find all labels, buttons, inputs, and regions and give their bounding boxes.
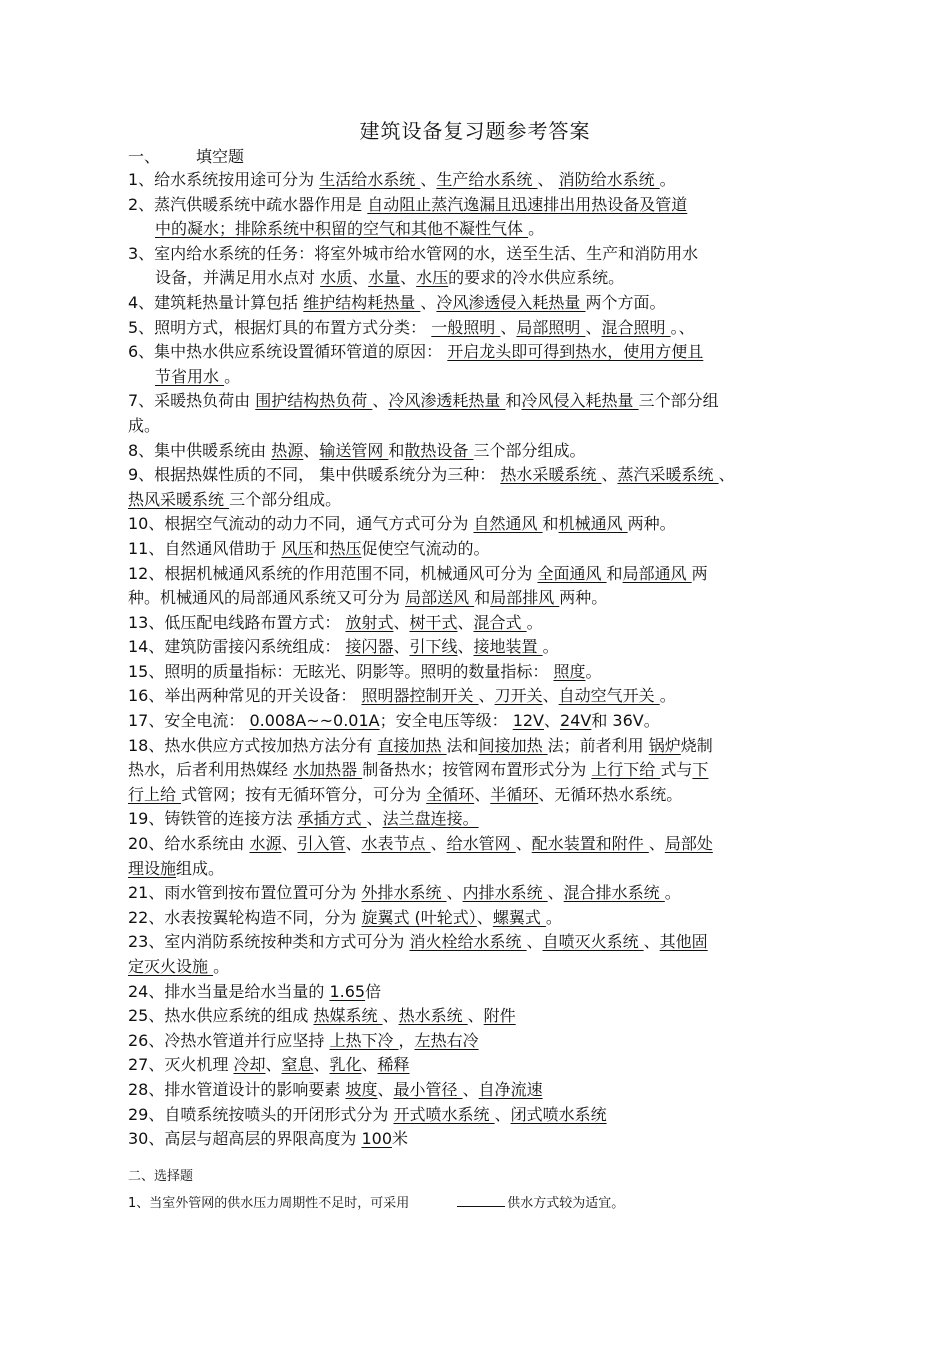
question-text: 、 [648, 834, 665, 854]
question-line [128, 365, 808, 390]
question-text: 式与 [660, 760, 693, 780]
question-text: 17、安全电流： [128, 711, 250, 731]
question-text: 、 [544, 711, 561, 731]
question-line [128, 168, 808, 193]
question-text: 和 [606, 563, 623, 583]
answer-text: 全循环 [426, 784, 475, 804]
question-line [128, 1078, 808, 1103]
answer-text: 冷风渗透耗热量 [388, 391, 506, 411]
question-line [128, 709, 808, 734]
question-text: 7、采暖热负荷由 [128, 391, 256, 411]
answer-text: 水质 [320, 268, 353, 288]
answer-text: 窒息 [281, 1055, 314, 1075]
answer-text: 热压 [329, 538, 362, 558]
answer-blank [457, 1206, 505, 1207]
answer-text: 最小管径 [393, 1079, 463, 1099]
answer-text: 冷风侵入耗热量 [521, 391, 639, 411]
question-text: 20、给水系统由 [128, 834, 250, 854]
question-text: 24、排水当量是给水当量的 [128, 981, 330, 1001]
answer-text: 旋翼式 (叶轮式） [361, 907, 477, 927]
answer-text: 生活给水系统 [319, 170, 421, 189]
question-text: 、 [526, 932, 543, 952]
question-line [128, 832, 808, 857]
answer-text: 冷风渗透侵入耗热量 [436, 292, 586, 312]
answer-text: 24V [560, 711, 592, 731]
question-text: 。 [664, 883, 681, 903]
question-text: 设备，并满足用水点对 [155, 268, 321, 288]
question-text: 。 [526, 612, 543, 632]
question-line [128, 414, 808, 439]
choice-question-1 [128, 1192, 624, 1211]
answer-text: 0.008A~~0.01A [249, 711, 380, 731]
question-text: 三个部分组成。 [229, 489, 342, 509]
question-text: 、 [601, 465, 618, 485]
question-line [128, 488, 808, 513]
question-text: 、 [393, 612, 410, 632]
answer-text: 生产给水系统 [436, 170, 538, 189]
question-text: 两种。 [559, 588, 608, 608]
answer-text: 自动空气开关 [558, 686, 660, 706]
question-line [128, 881, 808, 906]
answer-text: 左热右冷 [414, 1030, 479, 1050]
question-line [128, 611, 808, 636]
question-text: 27、灭火机理 [128, 1055, 234, 1075]
question-text: 两个方面。 [585, 292, 666, 312]
question-text: 促使空气流动的。 [361, 538, 490, 558]
answer-text: 定灭火设施 [128, 957, 214, 976]
question-text: 2、蒸汽供暖系统中疏水器作用是 [128, 194, 368, 214]
question-text: 、 [313, 1055, 330, 1075]
answer-text: 上热下冷 [329, 1030, 399, 1050]
question-text: 3、室内给水系统的任务：将室外城市给水管网的水，送至生活、生产和消防用水 [128, 243, 699, 263]
question-line [128, 734, 808, 759]
section-number: 一、 [128, 147, 161, 166]
question-text: 4、建筑耗热量计算包括 [128, 292, 304, 312]
question-text: 和 [388, 440, 405, 460]
answer-text: 散热设备 [404, 440, 474, 460]
answer-text: 局部照明 [516, 317, 586, 337]
question-line [128, 1004, 808, 1029]
question-text: ， [398, 1030, 415, 1050]
answer-text: 照明器控制开关 [361, 686, 479, 706]
question-text: 、 [457, 637, 474, 657]
question-text: 法；前者利用 [547, 735, 649, 755]
answer-text: 水压 [416, 268, 449, 288]
answer-text: 热媒系统 [313, 1006, 383, 1026]
question-text: 9、根据热媒性质的不同， 集中供暖系统分为三种： [128, 465, 501, 485]
answer-text: 消火栓给水系统 [409, 932, 527, 952]
question-line [128, 930, 808, 955]
answer-text: 局部送风 [405, 588, 475, 608]
question-text: 、 [393, 637, 410, 657]
question-text: 种。机械通风的局部通风系统又可分为 [128, 588, 406, 608]
question-text: 29、自喷系统按喷头的开闭形式分为 [128, 1104, 394, 1124]
question-text: 和 [313, 538, 330, 558]
answer-text: 水量 [368, 268, 401, 288]
question-text: 米 [392, 1129, 409, 1149]
question-line [128, 439, 808, 464]
answer-text: 上行下给 [591, 760, 661, 780]
answer-text: 自喷灭火系统 [542, 932, 644, 952]
question-line [128, 807, 808, 832]
section-label: 填空题 [196, 147, 245, 166]
question-text: 16、举出两种常见的开关设备： [128, 686, 362, 706]
question-text: 、 [420, 292, 437, 312]
section-fill-in-heading [128, 144, 244, 167]
question-text: 、 [500, 317, 517, 337]
answer-text: 1.65 [329, 981, 366, 1001]
question-text: 14、建筑防雷接闪系统组成： [128, 637, 346, 657]
question-text: 10、根据空气流动的动力不同，通气方式可分为 [128, 514, 474, 534]
answer-text: 局部通风 [622, 563, 692, 583]
question-text: 28、排水管道设计的影响要素 [128, 1079, 346, 1099]
answer-text: 螺翼式 [492, 907, 546, 927]
question-line [128, 955, 808, 980]
question-text: 和 [505, 391, 522, 411]
answer-text: 自然通风 [473, 514, 543, 534]
question-text: 30、高层与超高层的界限高度为 [128, 1129, 362, 1149]
question-text: 、 [542, 686, 559, 706]
question-text: 和 36V。 [591, 711, 660, 731]
question-text: 。 [213, 957, 230, 976]
question-line [128, 537, 808, 562]
question-text: 法和 [446, 735, 479, 755]
question-text: 。、 [670, 317, 695, 337]
answer-text: 坡度 [345, 1079, 378, 1099]
question-text: 烧制 [680, 735, 713, 755]
question-text: 、 [718, 465, 735, 485]
answer-text: 法兰盘连接。 [382, 809, 479, 829]
question-text: 、 [303, 440, 320, 460]
question-text: 、 [372, 391, 389, 411]
question-text: 、 [352, 268, 369, 288]
answer-text: 给水管网 [446, 834, 516, 854]
question-line [128, 1127, 808, 1152]
answer-text: 放射式 [345, 612, 394, 632]
answer-text: 直接加热 [377, 735, 447, 755]
question-text: 19、铸铁管的连接方法 [128, 809, 298, 829]
answer-text: 自动阻止蒸汽逸漏且迅速排出用热设备及管道 [367, 194, 688, 214]
question-text: 、 [420, 170, 437, 189]
question-line [128, 1103, 808, 1128]
answer-text: 刀开关 [494, 686, 543, 706]
answer-text: 热风采暖系统 [128, 489, 230, 509]
answer-text: 引入管 [297, 834, 346, 854]
question-text-after: 供水方式较为适宜。 [507, 1196, 625, 1211]
question-line [128, 635, 808, 660]
question-line [128, 857, 808, 882]
question-text: 、 [345, 834, 362, 854]
question-text: 和 [542, 514, 559, 534]
question-text: 、 [476, 907, 493, 927]
answer-text: 引下线 [409, 637, 458, 657]
question-text: 、 [585, 317, 602, 337]
section-choice-heading: 二、选择题 [128, 1169, 194, 1184]
question-text: 三个部分组成。 [473, 440, 586, 460]
question-line [128, 1029, 808, 1054]
question-text: 和 [474, 588, 491, 608]
question-line [128, 1053, 808, 1078]
answer-text: 蒸汽采暖系统 [617, 465, 719, 485]
answer-text: 闭式喷水系统 [510, 1104, 607, 1124]
question-text: 、 [430, 834, 447, 854]
question-text: 。 [542, 637, 559, 657]
answer-text: 维护结构耗热量 [303, 292, 421, 312]
question-text: 倍 [365, 981, 382, 1001]
question-text: ；安全电压等级： [379, 711, 513, 731]
question-text: 26、冷热水管道并行应坚持 [128, 1030, 330, 1050]
question-text: 、 [474, 784, 491, 804]
answer-text: 外排水系统 [361, 883, 447, 903]
answer-text: 配水装置和附件 [531, 834, 649, 854]
question-text: 。 [659, 686, 676, 706]
question-line [128, 340, 808, 365]
answer-text: 一般照明 [431, 317, 501, 337]
question-text: 13、低压配电线路布置方式： [128, 612, 346, 632]
answer-text: 热水采暖系统 [500, 465, 602, 485]
question-line [128, 217, 808, 242]
fill-in-question-list [128, 168, 808, 1152]
question-text: 热水，后者利用热媒经 [128, 760, 294, 780]
question-text-before: 1、当室外管网的供水压力周期性不足时，可采用 [128, 1196, 410, 1211]
question-text: 1、给水系统按用途可分为 [128, 170, 320, 189]
question-line [128, 193, 808, 218]
question-text: 成。 [128, 415, 161, 435]
question-text: 式管网；按有无循环管分，可分为 [181, 784, 427, 804]
answer-text: 间接加热 [478, 735, 548, 755]
question-line [128, 562, 808, 587]
question-text: 。 [545, 907, 562, 927]
answer-text: 热水系统 [398, 1006, 468, 1026]
question-line [128, 463, 808, 488]
question-text: 、 [547, 883, 564, 903]
question-line [128, 660, 808, 685]
answer-text: 接闪器 [345, 637, 394, 657]
answer-text: 混合式 [473, 612, 527, 632]
question-text: 、 [462, 1079, 479, 1099]
answer-text: 附件 [483, 1006, 516, 1026]
question-line [128, 512, 808, 537]
answer-text: 水源 [249, 834, 282, 854]
question-line [128, 266, 808, 291]
question-line [128, 291, 808, 316]
question-text: 12、根据机械通风系统的作用范围不同，机械通风可分为 [128, 563, 538, 583]
question-text: 三个部分组 [638, 391, 719, 411]
answer-text: 节省用水 [155, 366, 225, 386]
answer-text: 行上给 [128, 784, 182, 804]
question-text: 11、自然通风借助于 [128, 538, 282, 558]
answer-text: 输送管网 [319, 440, 389, 460]
answer-text: 其他固 [659, 932, 708, 952]
answer-text: 12V [512, 711, 544, 731]
question-text: 21、雨水管到按布置位置可分为 [128, 883, 362, 903]
answer-text: 开启龙头即可得到热水，使用方便且 [447, 342, 704, 362]
answer-text: 局部处 [664, 834, 713, 854]
question-text: 。 [528, 219, 545, 239]
question-line [128, 316, 808, 341]
question-line [128, 758, 808, 783]
question-text: 、 [377, 1079, 394, 1099]
question-text: 25、热水供应系统的组成 [128, 1006, 314, 1026]
question-text: 的要求的冷水供应系统。 [448, 268, 625, 288]
answer-text: 内排水系统 [462, 883, 548, 903]
question-text: 22、水表按翼轮构造不同，分为 [128, 907, 362, 927]
question-text: 18、热水供应方式按加热方法分有 [128, 735, 378, 755]
answer-text: 半循环 [490, 784, 539, 804]
answer-text: 混合排水系统 [563, 883, 665, 903]
answer-text: 风压 [281, 538, 314, 558]
question-text: 、 [478, 686, 495, 706]
question-line [128, 389, 808, 414]
answer-text: 接地装置 [473, 637, 543, 657]
question-text: 、 [361, 1055, 378, 1075]
question-line [128, 586, 808, 611]
answer-text: 照度 [553, 661, 586, 681]
answer-text: 水加热器 [293, 760, 363, 780]
answer-text: 树干式 [409, 612, 458, 632]
answer-text: 混合照明 [601, 317, 671, 337]
question-text: 6、集中热水供应系统设置循环管道的原因： [128, 342, 448, 362]
question-text: 、 [281, 834, 298, 854]
question-text: 23、室内消防系统按种类和方式可分为 [128, 932, 410, 952]
answer-text: 冷却 [233, 1055, 266, 1075]
question-text: 、 [515, 834, 532, 854]
answer-text: 局部排风 [490, 588, 560, 608]
question-text: 、无循环热水系统。 [538, 784, 683, 804]
answer-text: 围护结构热负荷 [255, 391, 373, 411]
question-text: 、 [400, 268, 417, 288]
question-text: 5、照明方式，根据灯具的布置方式分类： [128, 317, 432, 337]
question-text: 、 [265, 1055, 282, 1075]
question-text: 、 [446, 883, 463, 903]
answer-text: 理设施 [128, 858, 177, 878]
question-text: 。 [585, 661, 602, 681]
answer-text: 稀释 [377, 1055, 410, 1075]
question-text: 、 [382, 1006, 399, 1026]
question-line [128, 783, 808, 808]
question-line [128, 242, 808, 267]
question-text: 两 [691, 563, 708, 583]
answer-text: 100 [361, 1129, 392, 1149]
question-text: 8、集中供暖系统由 [128, 440, 272, 460]
question-text: 。 [659, 170, 676, 189]
question-text: 、 [467, 1006, 484, 1026]
answer-text: 中的凝水；排除系统中积留的空气和其他不凝性气体 [155, 219, 529, 239]
answer-text: 全面通风 [537, 563, 607, 583]
question-line [128, 980, 808, 1005]
question-text: 制备热水；按管网布置形式分为 [362, 760, 592, 780]
question-line [128, 906, 808, 931]
answer-text: 下 [692, 760, 709, 780]
answer-text: 机械通风 [558, 514, 628, 534]
question-text: 15、照明的质量指标：无眩光、阴影等。照明的数量指标： [128, 661, 554, 681]
answer-text: 乳化 [329, 1055, 362, 1075]
question-text: 组成。 [176, 858, 225, 878]
answer-text: 承插方式 [297, 809, 367, 829]
document-title: 建筑设备复习题参考答案 [359, 119, 591, 143]
answer-text: 热源 [271, 440, 304, 460]
answer-text: 锅炉 [648, 735, 681, 755]
question-text: 、 [494, 1104, 511, 1124]
question-text: 两种。 [627, 514, 676, 534]
answer-text: 消防给水系统 [558, 170, 660, 189]
question-text: 、 [643, 932, 660, 952]
question-text: 、 [457, 612, 474, 632]
question-text: 。 [224, 366, 241, 386]
answer-text: 开式喷水系统 [393, 1104, 495, 1124]
answer-text: 自净流速 [478, 1079, 543, 1099]
answer-text: 水表节点 [361, 834, 431, 854]
question-text: 、 [537, 170, 559, 189]
question-line [128, 684, 808, 709]
question-text: 、 [366, 809, 383, 829]
